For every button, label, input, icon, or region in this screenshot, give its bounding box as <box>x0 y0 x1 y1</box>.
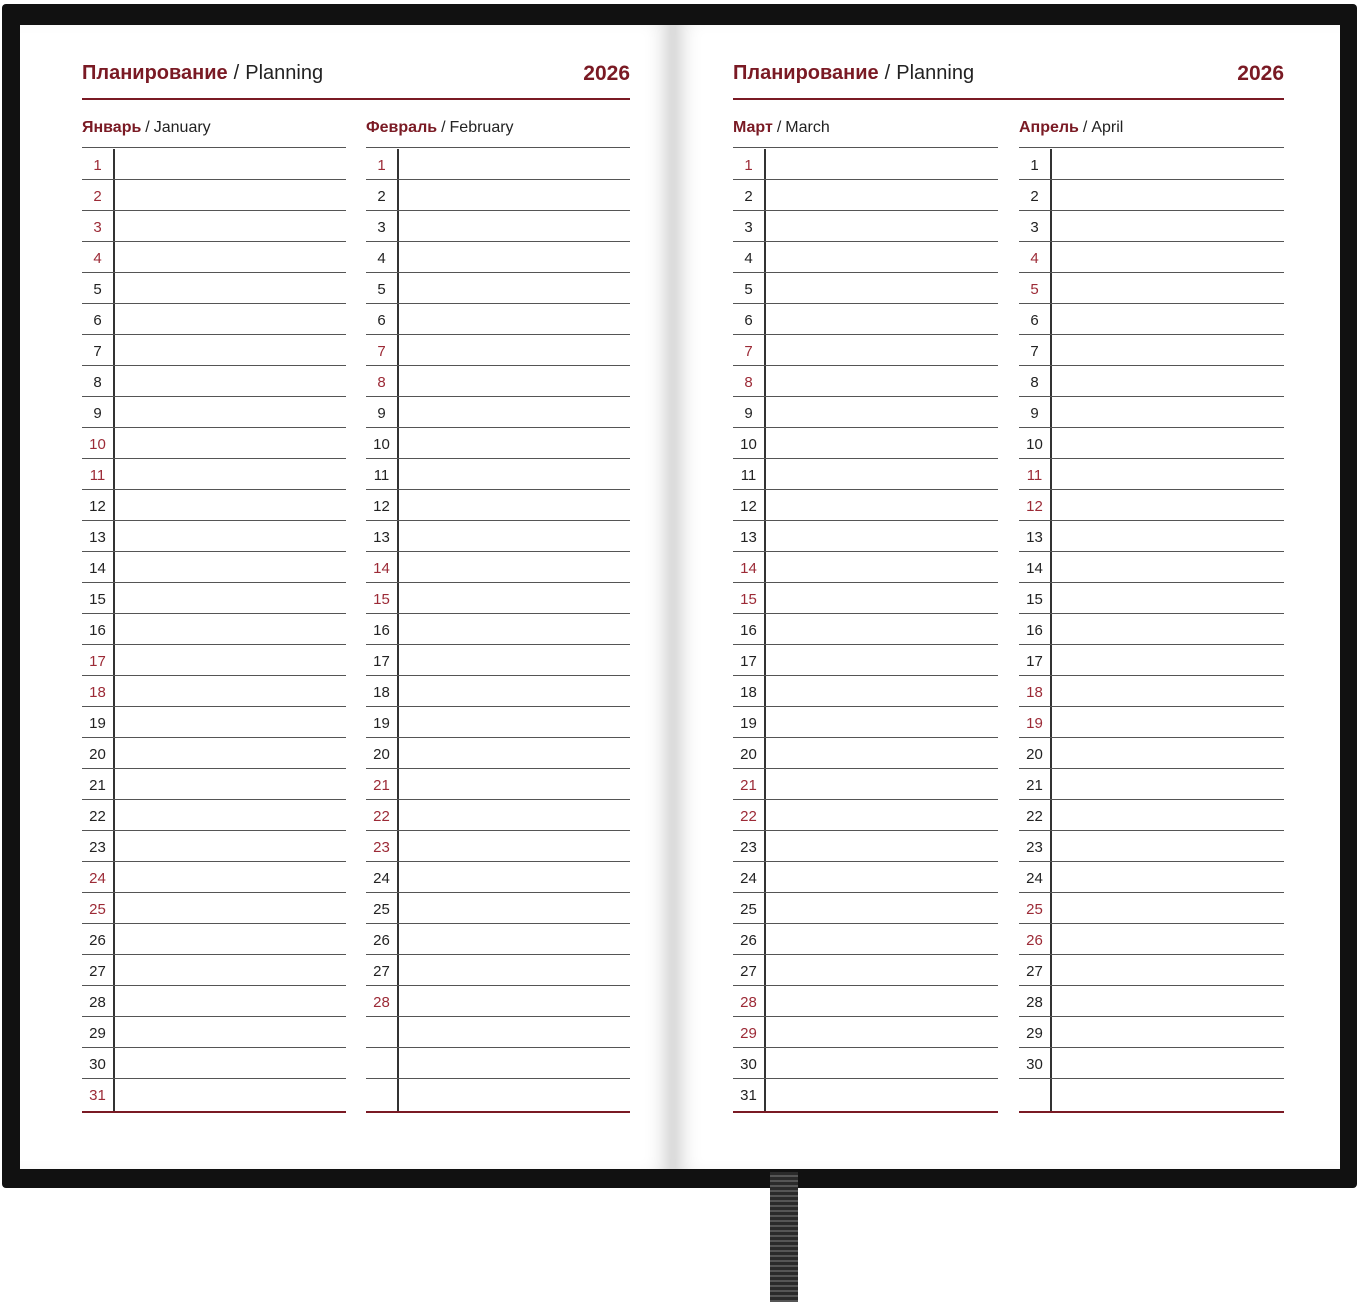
month-title <box>733 119 998 148</box>
day-row[interactable] <box>82 1048 346 1079</box>
day-number: 15 <box>373 591 390 609</box>
day-row[interactable] <box>1019 769 1284 800</box>
day-number: 25 <box>1026 901 1043 919</box>
day-row[interactable] <box>733 521 998 552</box>
day-row[interactable] <box>733 242 998 273</box>
day-number: 26 <box>1026 932 1043 950</box>
day-row[interactable] <box>1019 862 1284 893</box>
day-row[interactable] <box>82 521 346 552</box>
day-number: 24 <box>740 870 757 888</box>
day-row[interactable] <box>1019 149 1284 180</box>
day-row[interactable] <box>82 955 346 986</box>
day-number: 14 <box>373 560 390 578</box>
day-row[interactable] <box>1019 1017 1284 1048</box>
day-row[interactable] <box>366 676 630 707</box>
day-number: 5 <box>377 281 386 299</box>
month-title <box>82 119 346 148</box>
month-name-en: February <box>449 119 514 136</box>
day-number: 15 <box>89 591 106 609</box>
day-row[interactable] <box>82 273 346 304</box>
day-row[interactable] <box>733 211 998 242</box>
day-row[interactable] <box>1019 552 1284 583</box>
day-row[interactable] <box>733 986 998 1017</box>
day-number: 24 <box>373 870 390 888</box>
day-rows <box>733 149 998 1113</box>
day-row[interactable] <box>366 1079 630 1110</box>
day-row[interactable] <box>1019 583 1284 614</box>
day-number: 11 <box>740 467 757 485</box>
day-row[interactable] <box>1019 428 1284 459</box>
day-row[interactable] <box>366 552 630 583</box>
day-number: 20 <box>1026 746 1043 764</box>
month-title <box>366 119 630 148</box>
day-number: 2 <box>744 188 753 206</box>
day-row[interactable] <box>82 893 346 924</box>
day-number: 4 <box>93 250 102 268</box>
day-row[interactable] <box>1019 676 1284 707</box>
month-name-ru: Февраль <box>366 119 438 136</box>
day-row[interactable] <box>366 304 630 335</box>
day-row[interactable] <box>733 304 998 335</box>
day-number: 17 <box>1026 653 1043 671</box>
day-number: 21 <box>1026 777 1043 795</box>
day-number: 4 <box>744 250 753 268</box>
day-number: 22 <box>89 808 106 826</box>
title-separator: / <box>884 62 891 84</box>
day-number: 6 <box>1030 312 1039 330</box>
day-number: 8 <box>1030 374 1039 392</box>
day-number: 7 <box>93 343 102 361</box>
day-row[interactable] <box>733 490 998 521</box>
day-row[interactable] <box>733 273 998 304</box>
month-title <box>1019 119 1284 148</box>
day-row[interactable] <box>366 986 630 1017</box>
day-row[interactable] <box>82 707 346 738</box>
day-number: 1 <box>377 157 386 174</box>
day-row[interactable] <box>1019 397 1284 428</box>
day-row[interactable] <box>733 149 998 180</box>
day-number: 19 <box>740 715 757 733</box>
day-number: 31 <box>89 1087 106 1105</box>
day-row[interactable] <box>82 769 346 800</box>
month-separator: / <box>776 119 782 136</box>
day-row[interactable] <box>366 459 630 490</box>
day-number: 7 <box>377 343 386 361</box>
day-row[interactable] <box>366 180 630 211</box>
day-number: 3 <box>377 219 386 237</box>
day-number: 25 <box>373 901 390 919</box>
day-number: 5 <box>1030 281 1039 299</box>
day-number: 8 <box>377 374 386 392</box>
day-row[interactable] <box>733 676 998 707</box>
month-name-en: January <box>153 119 211 136</box>
day-row[interactable] <box>366 955 630 986</box>
day-number: 10 <box>740 436 757 454</box>
month-january <box>82 119 346 1114</box>
day-number: 27 <box>89 963 106 981</box>
day-row[interactable] <box>82 614 346 645</box>
day-number: 15 <box>740 591 757 609</box>
day-number: 30 <box>89 1056 106 1074</box>
day-row[interactable] <box>366 428 630 459</box>
day-number: 10 <box>89 436 106 454</box>
day-row[interactable] <box>366 490 630 521</box>
day-row[interactable] <box>366 366 630 397</box>
day-row[interactable] <box>82 924 346 955</box>
day-number: 2 <box>1030 188 1039 206</box>
day-row[interactable] <box>366 335 630 366</box>
month-separator: / <box>1082 119 1088 136</box>
day-row[interactable] <box>733 428 998 459</box>
right-page-header <box>733 58 1284 100</box>
day-number: 21 <box>740 777 757 795</box>
day-number: 6 <box>93 312 102 330</box>
day-row[interactable] <box>82 552 346 583</box>
day-row[interactable] <box>1019 924 1284 955</box>
day-number: 4 <box>1030 250 1039 268</box>
day-row[interactable] <box>1019 831 1284 862</box>
day-row[interactable] <box>1019 986 1284 1017</box>
day-number: 27 <box>373 963 390 981</box>
day-number: 16 <box>1026 622 1043 640</box>
day-number: 6 <box>744 312 753 330</box>
day-row[interactable] <box>82 800 346 831</box>
day-number: 3 <box>93 219 102 237</box>
day-number: 11 <box>373 467 390 485</box>
day-number: 7 <box>1030 343 1039 361</box>
day-number: 9 <box>377 405 386 423</box>
day-row[interactable] <box>82 645 346 676</box>
title-ru: Планирование <box>733 62 879 84</box>
day-row[interactable] <box>733 831 998 862</box>
day-row[interactable] <box>1019 180 1284 211</box>
title-en: Planning <box>245 62 324 84</box>
day-row[interactable] <box>1019 242 1284 273</box>
day-row[interactable] <box>733 459 998 490</box>
day-row[interactable] <box>366 242 630 273</box>
day-number: 13 <box>1026 529 1043 547</box>
day-number: 22 <box>373 808 390 826</box>
day-number: 18 <box>373 684 390 702</box>
day-row[interactable] <box>1019 490 1284 521</box>
month-february <box>366 119 630 1114</box>
day-row[interactable] <box>733 614 998 645</box>
day-row[interactable] <box>1019 304 1284 335</box>
day-number: 16 <box>740 622 757 640</box>
day-row[interactable] <box>82 490 346 521</box>
day-row[interactable] <box>82 180 346 211</box>
day-number: 15 <box>1026 591 1043 609</box>
day-number: 27 <box>1026 963 1043 981</box>
day-number: 22 <box>1026 808 1043 826</box>
day-row[interactable] <box>1019 273 1284 304</box>
day-number: 10 <box>1026 436 1043 454</box>
day-row[interactable] <box>82 459 346 490</box>
day-number: 4 <box>377 250 386 268</box>
day-number: 17 <box>89 653 106 671</box>
day-number: 23 <box>740 839 757 857</box>
day-row[interactable] <box>82 242 346 273</box>
day-number: 20 <box>89 746 106 764</box>
day-number: 25 <box>89 901 106 919</box>
day-row[interactable] <box>366 149 630 180</box>
day-rows <box>82 149 346 1113</box>
day-row[interactable] <box>733 335 998 366</box>
month-separator: / <box>441 119 446 136</box>
day-number: 19 <box>1026 715 1043 733</box>
day-number: 6 <box>377 312 386 330</box>
day-number: 11 <box>1026 467 1043 485</box>
day-number: 18 <box>1026 684 1043 702</box>
day-number: 18 <box>89 684 106 702</box>
day-number: 28 <box>740 994 757 1012</box>
day-number: 28 <box>89 994 106 1012</box>
day-number: 5 <box>744 281 753 299</box>
day-row[interactable] <box>82 149 346 180</box>
day-number: 9 <box>93 405 102 423</box>
day-number: 9 <box>1030 405 1039 423</box>
left-year: 2026 <box>583 62 630 85</box>
month-name-ru: Апрель <box>1019 119 1079 136</box>
day-row[interactable] <box>366 397 630 428</box>
day-row[interactable] <box>733 893 998 924</box>
day-number: 21 <box>373 777 390 795</box>
day-row[interactable] <box>1019 707 1284 738</box>
day-row[interactable] <box>82 1017 346 1048</box>
day-number: 26 <box>740 932 757 950</box>
left-page-title <box>82 62 323 85</box>
day-rows <box>366 149 630 1113</box>
day-row[interactable] <box>366 831 630 862</box>
day-row[interactable] <box>1019 1079 1284 1110</box>
day-number: 23 <box>373 839 390 857</box>
day-number: 12 <box>1026 498 1043 516</box>
title-en: Planning <box>896 62 975 84</box>
day-row[interactable] <box>733 583 998 614</box>
day-number: 21 <box>89 777 106 795</box>
day-number: 1 <box>1030 157 1039 174</box>
day-number: 5 <box>93 281 102 299</box>
day-row[interactable] <box>733 769 998 800</box>
day-row[interactable] <box>82 831 346 862</box>
day-row[interactable] <box>366 211 630 242</box>
day-number: 23 <box>89 839 106 857</box>
day-row[interactable] <box>82 397 346 428</box>
day-number: 24 <box>89 870 106 888</box>
day-row[interactable] <box>366 738 630 769</box>
day-row[interactable] <box>366 645 630 676</box>
day-row[interactable] <box>366 1017 630 1048</box>
right-page-title <box>733 62 974 85</box>
day-number: 11 <box>89 467 106 485</box>
day-row[interactable] <box>733 397 998 428</box>
day-number: 30 <box>740 1056 757 1074</box>
day-row[interactable] <box>733 1048 998 1079</box>
day-number: 3 <box>1030 219 1039 237</box>
day-number: 17 <box>740 653 757 671</box>
day-number: 17 <box>373 653 390 671</box>
day-row[interactable] <box>1019 893 1284 924</box>
title-separator: / <box>233 62 240 84</box>
month-march <box>733 119 998 1114</box>
day-row[interactable] <box>366 893 630 924</box>
day-number: 14 <box>1026 560 1043 578</box>
day-number: 29 <box>89 1025 106 1043</box>
day-number: 12 <box>373 498 390 516</box>
day-row[interactable] <box>366 862 630 893</box>
day-number: 24 <box>1026 870 1043 888</box>
day-number: 8 <box>744 374 753 392</box>
day-number: 13 <box>740 529 757 547</box>
day-row[interactable] <box>1019 521 1284 552</box>
day-number: 13 <box>89 529 106 547</box>
right-year: 2026 <box>1237 62 1284 85</box>
month-name-en: April <box>1091 119 1124 136</box>
day-number: 30 <box>1026 1056 1043 1074</box>
day-number: 7 <box>744 343 753 361</box>
day-row[interactable] <box>366 1048 630 1079</box>
day-row[interactable] <box>366 769 630 800</box>
day-row[interactable] <box>366 924 630 955</box>
day-row[interactable] <box>1019 211 1284 242</box>
day-row[interactable] <box>733 707 998 738</box>
month-name-en: March <box>785 119 830 136</box>
day-row[interactable] <box>366 521 630 552</box>
day-number: 25 <box>740 901 757 919</box>
day-row[interactable] <box>366 614 630 645</box>
day-number: 27 <box>740 963 757 981</box>
day-rows <box>1019 149 1284 1113</box>
day-row[interactable] <box>82 211 346 242</box>
day-row[interactable] <box>1019 459 1284 490</box>
day-number: 9 <box>744 405 753 423</box>
left-page-header <box>82 58 630 100</box>
day-number: 26 <box>89 932 106 950</box>
day-row[interactable] <box>82 862 346 893</box>
day-row[interactable] <box>1019 645 1284 676</box>
day-row[interactable] <box>82 676 346 707</box>
day-row[interactable] <box>1019 738 1284 769</box>
day-number: 29 <box>740 1025 757 1043</box>
day-row[interactable] <box>366 707 630 738</box>
day-row[interactable] <box>82 1079 346 1110</box>
day-number: 31 <box>740 1087 757 1105</box>
day-row[interactable] <box>82 738 346 769</box>
day-number: 1 <box>93 157 102 174</box>
day-row[interactable] <box>1019 366 1284 397</box>
day-number: 12 <box>740 498 757 516</box>
day-number: 19 <box>373 715 390 733</box>
day-number: 14 <box>740 560 757 578</box>
day-number: 20 <box>740 746 757 764</box>
day-row[interactable] <box>733 862 998 893</box>
day-number: 19 <box>89 715 106 733</box>
day-number: 2 <box>93 188 102 206</box>
day-number: 8 <box>93 374 102 392</box>
day-row[interactable] <box>1019 955 1284 986</box>
day-row[interactable] <box>733 955 998 986</box>
day-row[interactable] <box>82 583 346 614</box>
day-row[interactable] <box>82 428 346 459</box>
day-number: 2 <box>377 188 386 206</box>
day-row[interactable] <box>733 738 998 769</box>
day-number: 29 <box>1026 1025 1043 1043</box>
day-row[interactable] <box>82 335 346 366</box>
day-number: 26 <box>373 932 390 950</box>
day-row[interactable] <box>1019 1048 1284 1079</box>
day-row[interactable] <box>82 304 346 335</box>
month-april <box>1019 119 1284 1114</box>
day-row[interactable] <box>733 645 998 676</box>
day-number: 12 <box>89 498 106 516</box>
day-row[interactable] <box>1019 335 1284 366</box>
day-number: 18 <box>740 684 757 702</box>
day-number: 1 <box>744 157 753 174</box>
month-name-ru: Январь <box>82 119 142 136</box>
day-number: 14 <box>89 560 106 578</box>
title-ru: Планирование <box>82 62 228 84</box>
day-number: 23 <box>1026 839 1043 857</box>
day-row[interactable] <box>82 366 346 397</box>
day-row[interactable] <box>733 180 998 211</box>
day-number: 16 <box>89 622 106 640</box>
day-row[interactable] <box>366 273 630 304</box>
day-row[interactable] <box>733 924 998 955</box>
day-row[interactable] <box>733 366 998 397</box>
day-row[interactable] <box>366 800 630 831</box>
day-row[interactable] <box>82 986 346 1017</box>
day-number: 10 <box>373 436 390 454</box>
day-row[interactable] <box>733 1079 998 1110</box>
day-number: 3 <box>744 219 753 237</box>
day-number: 28 <box>373 994 390 1012</box>
day-row[interactable] <box>366 583 630 614</box>
day-number: 20 <box>373 746 390 764</box>
day-row[interactable] <box>733 1017 998 1048</box>
day-row[interactable] <box>1019 800 1284 831</box>
month-separator: / <box>145 119 150 136</box>
day-row[interactable] <box>733 800 998 831</box>
day-row[interactable] <box>1019 614 1284 645</box>
day-number: 28 <box>1026 994 1043 1012</box>
month-name-ru: Март <box>733 119 773 136</box>
day-row[interactable] <box>733 552 998 583</box>
day-number: 22 <box>740 808 757 826</box>
day-number: 16 <box>373 622 390 640</box>
bookmark-ribbon[interactable] <box>770 1172 798 1302</box>
day-number: 13 <box>373 529 390 547</box>
